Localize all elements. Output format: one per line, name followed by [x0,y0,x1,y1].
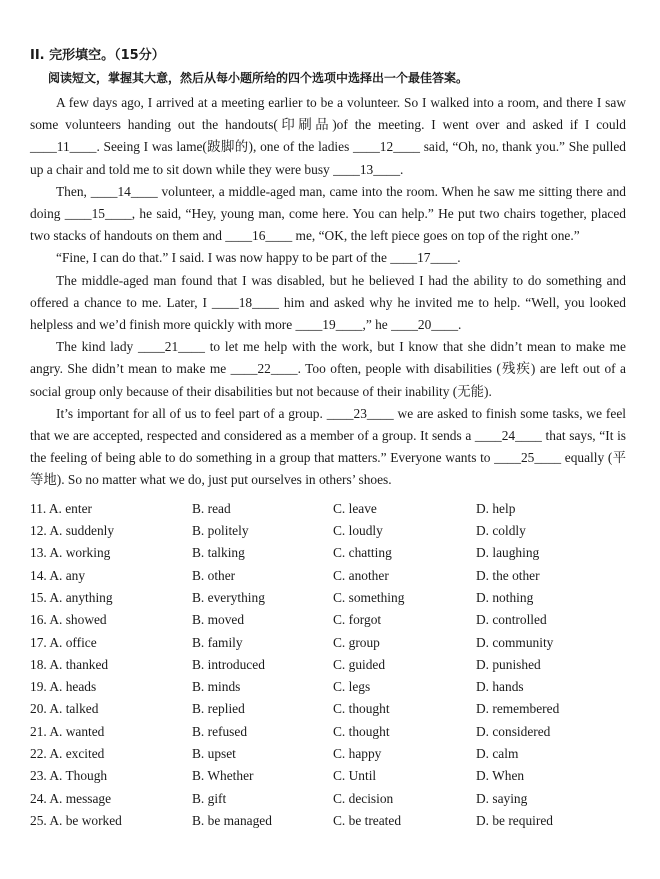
option-b: B. introduced [192,656,265,672]
option-b: B. talking [192,545,245,561]
option-c: C. be treated [333,812,402,828]
passage-paragraph: Then, ____14____ volunteer, a middle-aged man, came into the room. When he saw me sitting there and doing ____15____, he said, “Hey, young man, come here. You can help.” He put two chairs together, placed two stacks of handouts on them and ____16____ me, “OK, the left piece goes on top of the right one.” [30,183,626,244]
option-d: D. the other [476,567,540,583]
option-a: 16. A. showed [30,612,107,628]
option-b: B. be managed [192,812,272,828]
option-a: 24. A. message [30,790,112,806]
option-a: 14. A. any [30,567,86,583]
question-options-row [30,587,626,609]
option-a: 12. A. suddenly [30,523,115,539]
option-b: B. Whether [192,768,254,784]
option-d: D. laughing [476,545,540,561]
instruction-text: 阅读短文，掌握其大意，然后从每小题所给的四个选项中选择出一个最佳答案。 [48,71,469,85]
option-d: D. considered [476,723,551,739]
question-options-row [30,788,626,810]
option-a: 17. A. office [30,634,97,650]
option-b: B. other [192,567,236,583]
question-options-row [30,565,626,587]
option-c: C. Until [333,768,377,784]
option-d: D. punished [476,656,541,672]
option-d: D. hands [476,679,524,695]
option-c: C. guided [333,656,386,672]
option-c: C. something [333,589,405,605]
passage-paragraph: It’s important for all of us to feel part of a group. ____23____ we are asked to finish some tasks, we feel that we are accepted, respected and considered as a member of a group. It sends a ____24____ that says, “It is the feeling of being able to do something in a group that matters.” Everyone wants to ____25____ equally (平等地). So no matter what we do, just put ourselves in others’ shoes. [30,405,626,488]
passage-paragraph: “Fine, I can do that.” I said. I was now happy to be part of the ____17____. [56,250,461,266]
option-d: D. nothing [476,589,534,605]
option-a: 25. A. be worked [30,812,122,828]
passage [30,92,626,492]
question-options-row [30,676,626,698]
option-a: 20. A. talked [30,701,99,717]
option-c: C. thought [333,701,390,717]
question-options-row [30,631,626,653]
question-options-row [30,654,626,676]
option-a: 19. A. heads [30,679,97,695]
option-a: 22. A. excited [30,746,105,762]
option-b: B. everything [192,589,265,605]
passage-paragraph: A few days ago, I arrived at a meeting earlier to be a volunteer. So I walked into a room, and there I saw some volunteers handing out the handouts(印刷品)of the meeting. I went over and asked if I could ____11____. Seeing I was lame(跛脚的), one of the ladies ____12____ said, “Oh, no, thank you.” She pulled up a chair and told me to sit down while they were busy ____13____. [30,95,626,177]
option-b: B. politely [192,523,249,539]
option-a: 15. A. anything [30,589,113,605]
option-a: 11. A. enter [30,500,92,516]
option-b: B. read [192,500,231,516]
option-c: C. forgot [333,612,382,628]
option-c: C. group [333,634,380,650]
option-d: D. controlled [476,612,547,628]
option-d: D. remembered [476,701,560,717]
option-c: C. chatting [333,545,392,561]
option-d: D. coldly [476,523,526,539]
option-b: B. minds [192,679,241,695]
options-list [30,498,626,832]
option-b: B. refused [192,723,248,739]
section-title: II. 完形填空。（15分） [30,48,165,63]
option-a: 18. A. thanked [30,656,109,672]
option-b: B. upset [192,746,236,762]
option-d: D. community [476,634,554,650]
question-options-row [30,542,626,564]
option-d: D. help [476,500,516,516]
question-options-row [30,498,626,520]
passage-paragraph: The kind lady ____21____ to let me help with the work, but I know that she didn’t mean to make me angry. She didn’t mean to make me ____22____. Too often, people with disabilities (残疾) are left out of a social group only because of their disabilities but not because of their inability (无能). [30,339,626,399]
question-options-row [30,765,626,787]
option-d: D. be required [476,812,553,828]
question-options-row [30,810,626,832]
option-a: 13. A. working [30,545,111,561]
option-d: D. calm [476,746,519,762]
option-b: B. family [192,634,243,650]
option-b: B. moved [192,612,245,628]
question-options-row [30,520,626,542]
option-a: 21. A. wanted [30,723,105,739]
option-c: C. happy [333,746,382,762]
option-c: C. another [333,567,389,583]
question-options-row [30,698,626,720]
option-d: D. saying [476,790,528,806]
option-c: C. leave [333,500,377,516]
option-c: C. decision [333,790,394,806]
option-a: 23. A. Though [30,768,108,784]
option-c: C. legs [333,679,371,695]
question-options-row [30,609,626,631]
option-b: B. gift [192,790,227,806]
question-options-row [30,743,626,765]
passage-paragraph: The middle-aged man found that I was disabled, but he believed I had the ability to do something and offered a chance to me. Later, I ____18____ him and asked why he invited me to help. “Well, you looked helpless and we’d finish more quickly with more ____19____,” he ____20____. [30,272,626,333]
option-b: B. replied [192,701,245,717]
question-options-row [30,721,626,743]
option-c: C. thought [333,723,390,739]
option-d: D. When [476,768,525,784]
option-c: C. loudly [333,523,383,539]
